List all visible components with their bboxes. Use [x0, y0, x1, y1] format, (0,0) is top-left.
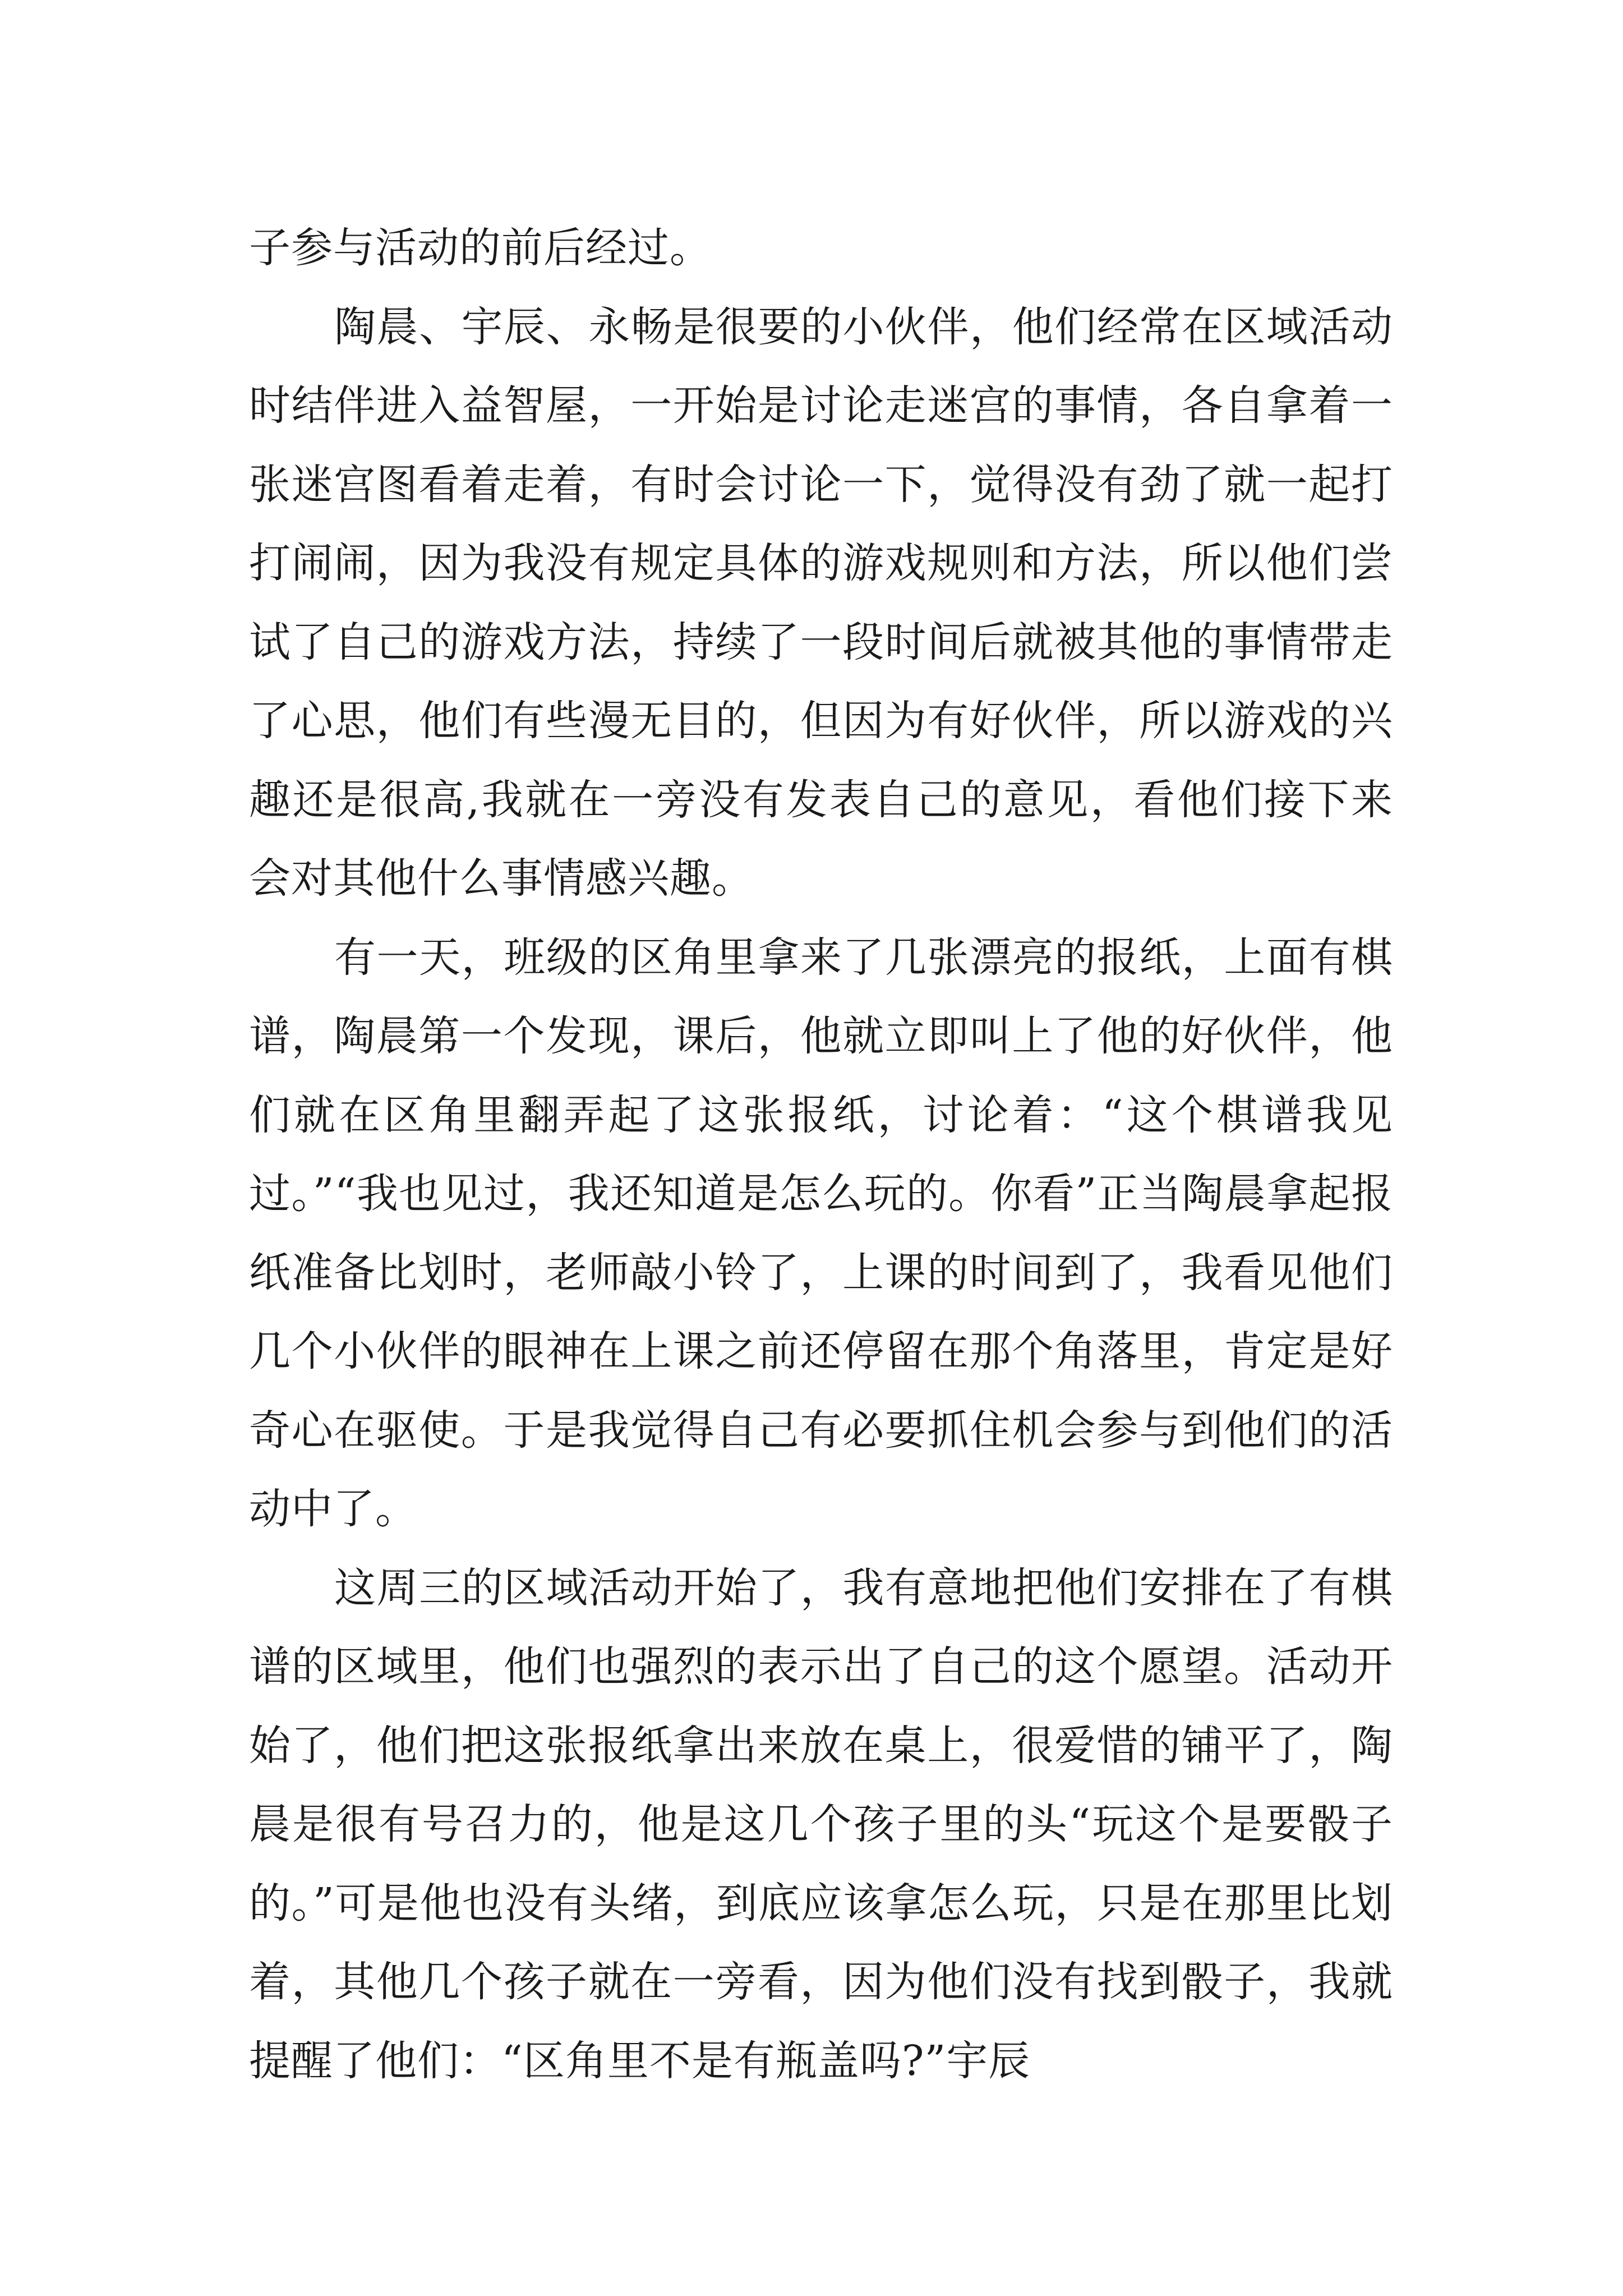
paragraph-continuation: 子参与活动的前后经过。	[249, 224, 712, 272]
body-text	[249, 209, 1393, 2100]
paragraph-newspaper-chess: 有一天，班级的区角里拿来了几张漂亮的报纸，上面有棋谱，陶晨第一个发现，课后，他就立即叫上了他的好伙伴，他们就在区角里翻弄起了这张报纸，讨论着：“这个棋谱我见过。”“我也见过，我还知道是怎么玩的。你看”正当陶晨拿起报纸准备比划时，老师敲小铃了，上课的时间到了，我看见他们几个小伙伴的眼神在上课之前还停留在那个角落里，肯定是好奇心在驱使。于是我觉得自己有必要抓住机会参与到他们的活动中了。	[249, 933, 1393, 1533]
paragraph-wednesday-activity: 这周三的区域活动开始了，我有意地把他们安排在了有棋谱的区域里，他们也强烈的表示出了自己的这个愿望。活动开始了，他们把这张报纸拿出来放在桌上，很爱惜的铺平了，陶晨是很有号召力的，他是这几个孩子里的头“玩这个是要骰子的。”可是他也没有头绪，到底应该拿怎么玩，只是在那里比划着，其他几个孩子就在一旁看，因为他们没有找到骰子，我就提醒了他们：“区角里不是有瓶盖吗?”宇辰	[249, 1563, 1393, 2085]
paragraph-friends-maze: 陶晨、宇辰、永畅是很要的小伙伴，他们经常在区域活动时结伴进入益智屋，一开始是讨论走迷宫的事情，各自拿着一张迷宫图看着走着，有时会讨论一下，觉得没有劲了就一起打打闹闹，因为我没有规定具体的游戏规则和方法，所以他们尝试了自己的游戏方法，持续了一段时间后就被其他的事情带走了心思，他们有些漫无目的，但因为有好伙伴，所以游戏的兴趣还是很高,我就在一旁没有发表自己的意见，看他们接下来会对其他什么事情感兴趣。	[249, 302, 1393, 903]
